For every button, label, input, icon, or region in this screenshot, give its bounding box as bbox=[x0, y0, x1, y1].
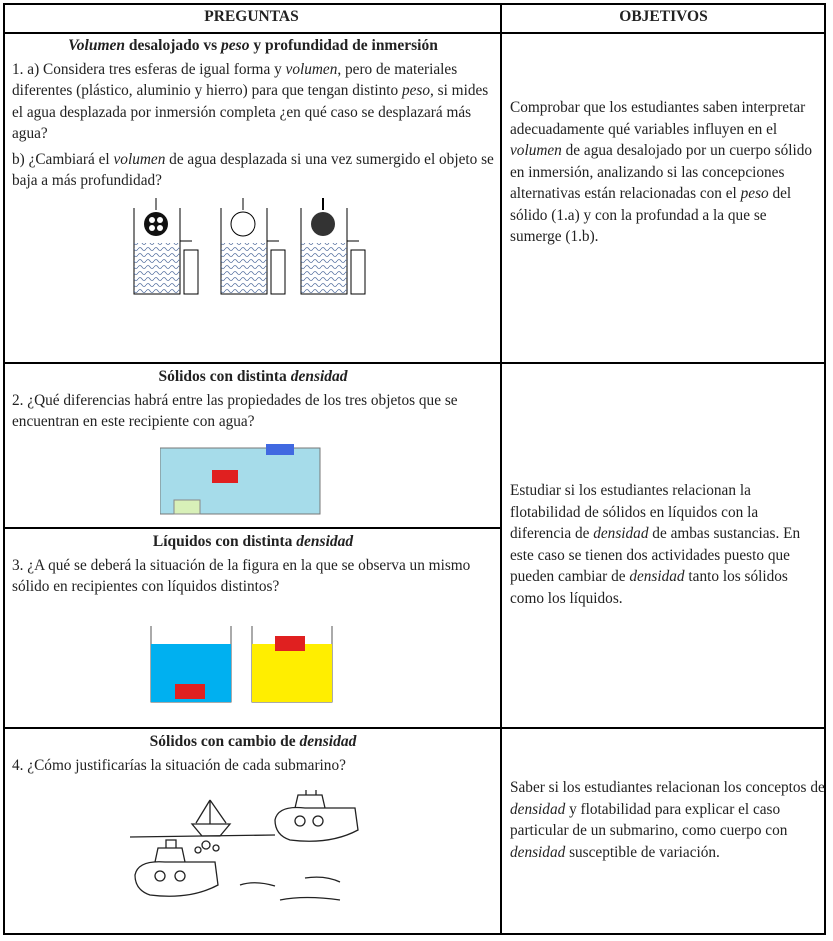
divider bbox=[3, 32, 826, 34]
question-3 bbox=[12, 555, 494, 598]
objective-4 bbox=[510, 777, 825, 863]
text-segment: y flotabilidad para explicar el caso particular de un submarino, como cuerpo con bbox=[510, 800, 788, 839]
italic-term: densidad bbox=[510, 800, 566, 818]
text-segment: , pero de materiales diferentes (plástico, aluminio y hierro) para que tengan distinto bbox=[12, 60, 458, 99]
section-title bbox=[12, 531, 494, 553]
italic-term: volumen bbox=[113, 150, 166, 168]
italic-term: Volumen bbox=[68, 37, 126, 54]
section-title bbox=[12, 35, 494, 57]
italic-term: densidad bbox=[290, 368, 348, 385]
divider bbox=[500, 3, 502, 935]
question-2 bbox=[12, 390, 494, 433]
submarine-surface bbox=[275, 790, 358, 841]
container-three-objects-figure bbox=[160, 440, 322, 516]
italic-term: volumen bbox=[285, 60, 338, 78]
beaker bbox=[221, 198, 285, 294]
text-segment: Comprobar que los estudiantes saben interpretar adecuadamente qué variables influyen en el bbox=[510, 99, 806, 138]
objective-2 bbox=[510, 480, 820, 609]
text-segment: Estudiar si los estudiantes relacionan la flotabilidad de sólidos en líquidos con la diferencia de bbox=[510, 482, 759, 542]
italic-term: densidad bbox=[510, 843, 566, 861]
question-1-cell bbox=[12, 35, 494, 196]
text-segment: del sólido (1.a) y con la profundad a la que se sumerge (1.b). bbox=[510, 185, 792, 245]
text-segment: 4. ¿Cómo justificarías la situación de cada submarino? bbox=[12, 756, 346, 774]
floating-block bbox=[266, 444, 294, 455]
text-segment: 3. ¿A qué se deberá la situación de la figura en la que se observa un mismo sólido en recipientes con líquidos distintos? bbox=[12, 556, 471, 595]
suspended-block bbox=[212, 470, 238, 483]
text-segment: , si mides el agua desplazada por inmersión completa ¿en qué caso se desplazará más agua? bbox=[12, 82, 489, 142]
question-4-cell bbox=[12, 731, 494, 780]
text-segment: tanto los sólidos como los líquidos. bbox=[510, 568, 788, 607]
sunk-block bbox=[174, 500, 200, 514]
text-segment: de ambas sustancias. En este caso se tienen dos actividades puesto que pueden cambiar de bbox=[510, 525, 801, 585]
text-segment: Sólidos con cambio de bbox=[149, 733, 300, 750]
text-segment: Líquidos con distinta bbox=[152, 533, 297, 550]
question-1a bbox=[12, 59, 494, 145]
text-segment: susceptible de variación. bbox=[565, 843, 720, 861]
objective-1 bbox=[510, 97, 820, 248]
header-objetivos: OBJETIVOS bbox=[619, 8, 708, 25]
divider bbox=[3, 727, 826, 729]
text-segment: y profundidad de inmersión bbox=[249, 37, 438, 54]
section-title bbox=[12, 731, 494, 753]
text-segment: desalojado vs bbox=[125, 37, 222, 54]
question-4 bbox=[12, 755, 494, 777]
beaker bbox=[301, 198, 365, 294]
text-segment: de agua desalojado por un cuerpo sólido en inmersión, analizando si las concepciones alternativas están relacionadas con el bbox=[510, 142, 813, 202]
question-2-cell bbox=[12, 366, 494, 437]
text-segment: Sólidos con distinta bbox=[158, 368, 291, 385]
text-segment: de agua desplazada si una vez sumergido el objeto se baja a más profundidad? bbox=[12, 150, 494, 189]
text-segment: 1. a) Considera tres esferas de igual forma y bbox=[12, 60, 286, 78]
italic-term: densidad bbox=[629, 568, 685, 585]
header-preguntas: PREGUNTAS bbox=[204, 8, 299, 25]
italic-term: densidad bbox=[593, 525, 649, 542]
text-segment: 2. ¿Qué diferencias habrá entre las propiedades de los tres objetos que se encuentran en este recipiente con agua? bbox=[12, 391, 458, 430]
italic-term: densidad bbox=[299, 733, 357, 750]
question-1b bbox=[12, 149, 494, 192]
beaker bbox=[134, 198, 198, 294]
divider bbox=[3, 527, 501, 529]
italic-term: peso bbox=[740, 185, 769, 202]
divider bbox=[3, 362, 826, 364]
question-3-cell bbox=[12, 531, 494, 602]
text-segment: b) ¿Cambiará el bbox=[12, 150, 114, 168]
italic-term: volumen bbox=[510, 142, 562, 159]
two-liquids-figure bbox=[148, 624, 338, 704]
submarines-figure bbox=[130, 790, 380, 910]
submarine-submerged bbox=[135, 840, 219, 896]
beakers-spheres-figure bbox=[130, 198, 370, 298]
italic-term: peso bbox=[221, 37, 250, 54]
section-title bbox=[12, 366, 494, 388]
italic-term: densidad bbox=[296, 533, 354, 550]
text-segment: Saber si los estudiantes relacionan los conceptos de bbox=[510, 779, 825, 796]
italic-term: peso bbox=[401, 82, 430, 99]
